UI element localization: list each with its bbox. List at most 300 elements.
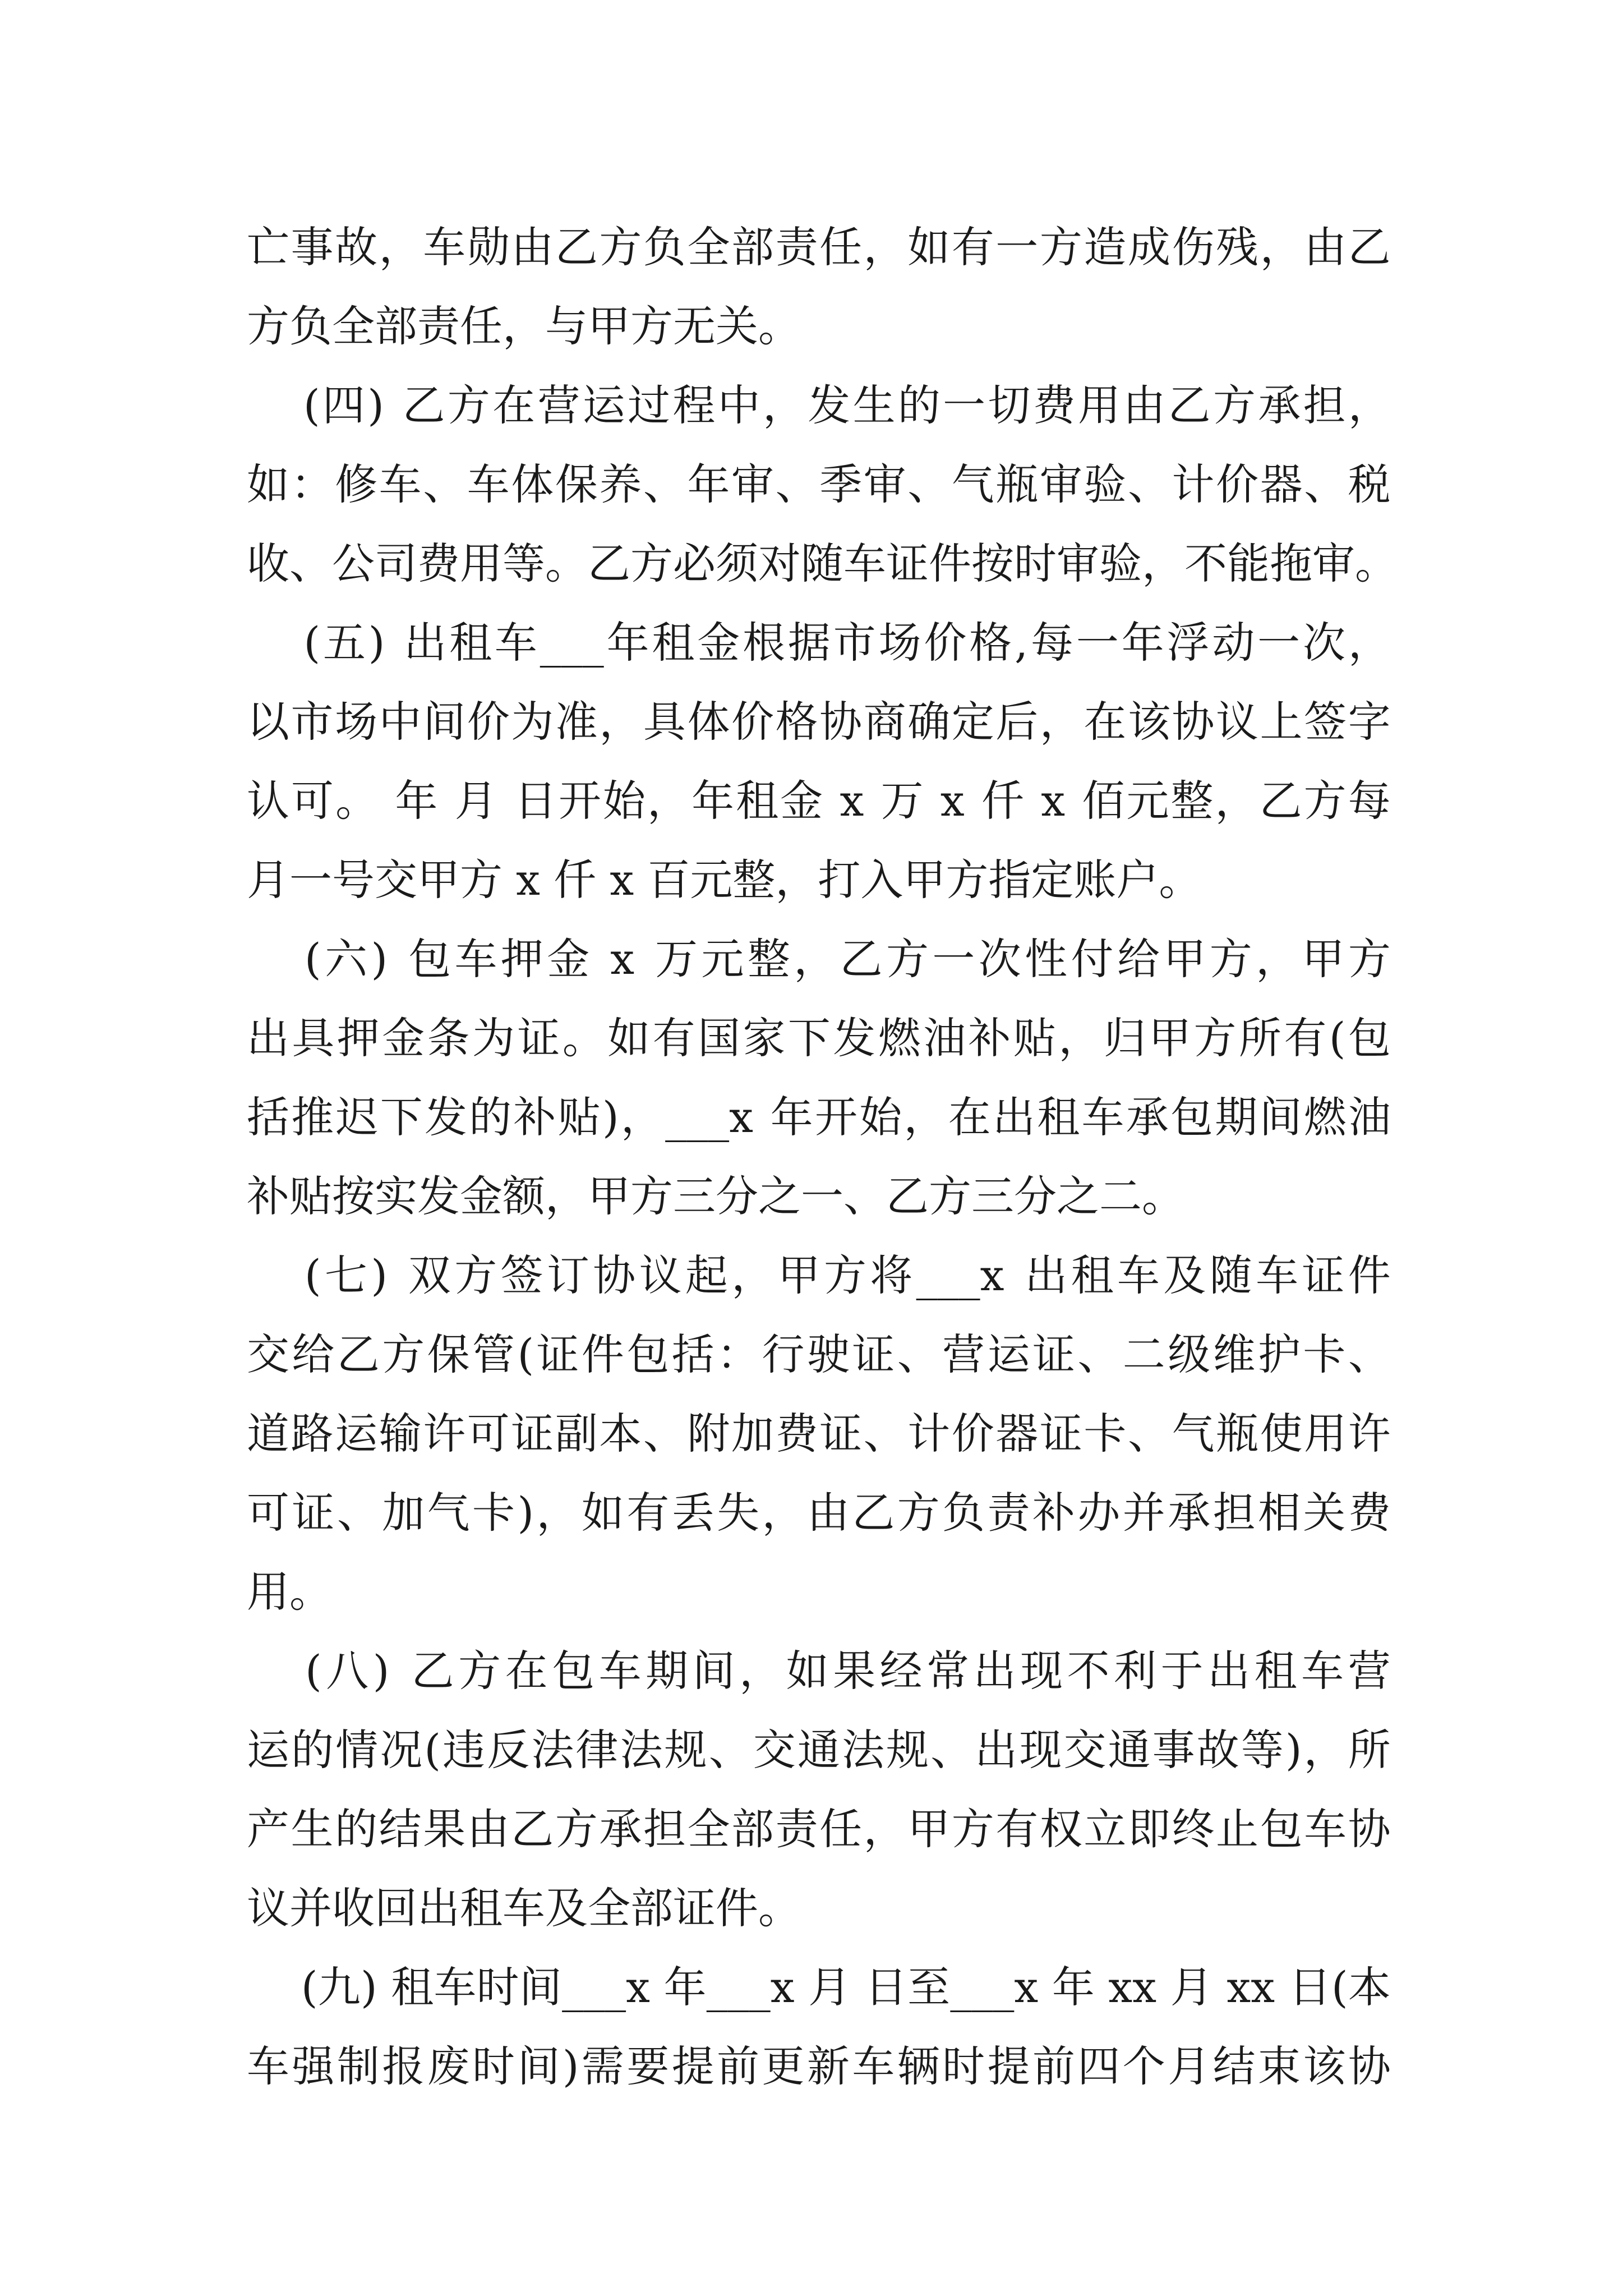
text-glyph: ，	[762, 380, 805, 430]
text-glyph: 在	[1083, 697, 1127, 747]
text-glyph: 行	[762, 1329, 805, 1379]
text-glyph: ,	[1015, 618, 1029, 668]
text-glyph: 方	[951, 1804, 994, 1854]
document-body	[247, 208, 1398, 2106]
text-glyph: 证	[852, 1329, 895, 1379]
text-glyph: 仟	[981, 776, 1024, 826]
text-glyph: 协	[819, 697, 863, 747]
text-glyph: 负	[942, 1488, 985, 1538]
text-glyph: 间	[1259, 1092, 1302, 1142]
text-glyph: 乙	[852, 1488, 895, 1538]
text-glyph: 证	[819, 1409, 863, 1458]
text-glyph: 结	[1212, 2041, 1256, 2091]
text-glyph: 路	[291, 1409, 334, 1458]
text-glyph: 由	[1304, 222, 1347, 272]
text-glyph: 包	[1170, 1092, 1213, 1142]
text-glyph: 本	[1348, 1962, 1391, 2012]
text-glyph: 车	[454, 934, 497, 984]
text-line	[247, 208, 1391, 287]
text-glyph: 中	[379, 697, 422, 747]
text-glyph: 场	[878, 618, 921, 668]
text-glyph: 中	[717, 380, 760, 430]
text-glyph: 失	[717, 1488, 760, 1538]
text-line	[247, 682, 1391, 761]
text-glyph: 金	[780, 776, 823, 826]
text-glyph: 在	[948, 1092, 991, 1142]
text-glyph	[795, 1948, 808, 2027]
text-glyph: 有	[951, 222, 994, 272]
text-glyph: 始	[602, 776, 645, 826]
text-glyph	[1156, 1948, 1170, 2027]
text-glyph: 如	[247, 459, 289, 509]
text-glyph: 营	[1348, 1646, 1391, 1696]
text-glyph: 审	[731, 459, 774, 509]
text-glyph: 字	[1348, 697, 1391, 747]
text-glyph: 方	[1303, 776, 1347, 826]
text-glyph: 律	[575, 1725, 619, 1775]
text-glyph: 止	[1216, 1804, 1259, 1854]
text-glyph: 按	[971, 539, 1014, 588]
text-glyph: 交	[753, 1725, 796, 1775]
text-glyph: 随	[1209, 1250, 1252, 1300]
text-glyph: 年	[1121, 618, 1164, 668]
text-glyph	[1008, 1236, 1021, 1315]
text-glyph: 车	[852, 2041, 895, 2091]
text-glyph: 卡	[1303, 1329, 1346, 1379]
text-glyph: 保	[427, 1329, 470, 1379]
text-glyph: 关	[1303, 1488, 1346, 1538]
text-glyph: 、	[289, 539, 332, 588]
text-glyph: 残	[1216, 222, 1259, 272]
text-glyph: 等	[502, 539, 545, 588]
text-glyph: )	[1285, 1725, 1302, 1775]
text-glyph: 运	[247, 1725, 289, 1775]
text-glyph: 整	[747, 934, 790, 984]
text-glyph: 用	[1078, 380, 1121, 430]
text-glyph: 护	[1258, 1329, 1301, 1379]
text-glyph: 贴	[1013, 1013, 1056, 1063]
text-glyph: 一	[943, 380, 986, 430]
text-glyph: 租	[391, 1962, 434, 2012]
text-glyph: 任	[819, 1804, 863, 1854]
text-glyph: ，	[903, 1092, 947, 1142]
text-glyph: 道	[247, 1409, 289, 1458]
text-glyph: 须	[716, 539, 758, 588]
text-glyph: 全	[687, 1804, 730, 1854]
text-glyph: 审	[1057, 539, 1099, 588]
text-glyph: 级	[1168, 1329, 1211, 1379]
text-glyph: 输	[379, 1409, 422, 1458]
text-line	[247, 366, 1391, 445]
text-glyph: 乙	[1348, 222, 1391, 272]
text-glyph: 承	[1168, 1488, 1211, 1538]
text-glyph: 附	[687, 1409, 730, 1458]
text-glyph: 包	[1260, 1804, 1303, 1854]
text-glyph	[388, 603, 401, 682]
text-glyph: 签	[1304, 697, 1347, 747]
text-glyph: 方	[1348, 934, 1391, 984]
text-glyph: 时	[1014, 539, 1057, 588]
text-glyph: 价	[467, 697, 510, 747]
text-glyph: 副	[555, 1409, 598, 1458]
text-glyph: 以	[247, 697, 289, 747]
text-line	[247, 445, 1391, 524]
text-line	[247, 919, 1391, 999]
text-glyph: 如	[581, 1488, 624, 1538]
text-glyph: 据	[787, 618, 831, 668]
text-glyph: ，	[863, 1804, 906, 1854]
text-glyph: 甲	[1149, 1013, 1192, 1063]
text-glyph: 车	[1117, 1250, 1160, 1300]
text-glyph: 议	[639, 1250, 682, 1300]
text-glyph: x	[1041, 776, 1066, 826]
text-glyph: (	[303, 618, 321, 668]
text-line	[247, 761, 1391, 840]
text-glyph: 使	[1260, 1409, 1303, 1458]
text-glyph: 、	[1077, 1329, 1121, 1379]
text-glyph: (	[305, 1646, 322, 1696]
text-glyph: 迟	[335, 1092, 379, 1142]
text-glyph: 方	[1209, 934, 1252, 984]
text-glyph: 计	[1172, 459, 1215, 509]
text-glyph: 万	[880, 776, 924, 826]
text-glyph: 新	[806, 2041, 850, 2091]
text-glyph: (	[305, 934, 321, 984]
text-glyph: 家	[743, 1013, 786, 1063]
text-glyph: 现	[1019, 1725, 1062, 1775]
text-glyph: 八	[326, 1646, 369, 1696]
text-glyph: 如	[786, 1646, 829, 1696]
text-line	[247, 1631, 1391, 1710]
text-glyph: 场	[335, 697, 378, 747]
text-glyph: 方	[1039, 222, 1082, 272]
text-glyph: 出	[404, 618, 447, 668]
text-glyph: 包	[552, 1646, 595, 1696]
text-glyph	[650, 1948, 663, 2027]
text-line	[247, 603, 1391, 682]
text-glyph: 证	[517, 1013, 560, 1063]
text-glyph: 将	[870, 1250, 913, 1300]
text-glyph: 市	[833, 618, 876, 668]
text-glyph: 的	[335, 1804, 378, 1854]
text-glyph: 的	[291, 1725, 334, 1775]
text-glyph: 签	[500, 1250, 543, 1300]
text-glyph: 。	[1355, 539, 1398, 588]
text-glyph	[593, 919, 607, 999]
text-glyph	[1038, 1948, 1052, 2027]
text-glyph: 协	[1172, 697, 1215, 747]
text-glyph: 租	[736, 776, 779, 826]
text-glyph: ___x	[562, 1962, 650, 2012]
text-glyph: 造	[1083, 222, 1127, 272]
text-glyph: 相	[1258, 1488, 1301, 1538]
text-glyph: )	[371, 1250, 388, 1300]
text-glyph: 市	[291, 697, 334, 747]
text-glyph: 出	[247, 1013, 289, 1063]
text-glyph: 油	[1348, 1092, 1391, 1142]
text-glyph: ，	[1215, 776, 1258, 826]
text-glyph: 生	[852, 380, 896, 430]
text-glyph: 该	[1127, 697, 1170, 747]
text-glyph: )	[562, 2041, 579, 2091]
text-glyph: ，	[1303, 1725, 1347, 1775]
text-glyph: 法	[841, 1725, 884, 1775]
text-glyph: ，	[536, 1488, 579, 1538]
text-glyph: 用	[460, 539, 502, 588]
text-glyph: 给	[1117, 934, 1160, 984]
text-glyph: 乙	[840, 934, 883, 984]
text-glyph: 证	[886, 539, 929, 588]
text-glyph: 发	[833, 1013, 876, 1063]
text-glyph: x	[840, 776, 864, 826]
text-glyph: 结	[379, 1804, 422, 1854]
text-glyph: 日	[514, 776, 557, 826]
text-glyph: 期	[1215, 1092, 1258, 1142]
text-glyph: 押	[336, 1013, 380, 1063]
text-glyph: 责	[775, 222, 818, 272]
text-glyph: 九	[317, 1962, 361, 2012]
text-glyph	[755, 1078, 768, 1157]
text-glyph: 必	[673, 539, 716, 588]
text-glyph: 负	[643, 222, 686, 272]
text-glyph: ，	[731, 1250, 774, 1300]
text-glyph: 年	[691, 776, 735, 826]
text-glyph: 过	[628, 380, 671, 430]
text-glyph: 车	[1304, 1804, 1347, 1854]
text-glyph: ，	[794, 934, 837, 984]
text-glyph: 补	[968, 1013, 1011, 1063]
text-glyph: 并	[1122, 1488, 1165, 1538]
text-glyph: ，	[1348, 380, 1391, 430]
text-glyph: x	[940, 776, 965, 826]
text-glyph: 年	[606, 618, 649, 668]
text-glyph: 丢	[671, 1488, 714, 1538]
text-line	[247, 2027, 1391, 2106]
text-glyph: 经	[879, 1646, 923, 1696]
text-glyph: 。	[335, 776, 379, 826]
text-glyph: )	[602, 1092, 619, 1142]
text-glyph: 动	[1212, 618, 1255, 668]
text-glyph: 性	[1025, 934, 1068, 984]
text-glyph: 提	[987, 2041, 1030, 2091]
text-glyph: ，	[1348, 618, 1391, 668]
text-glyph: 甲	[1163, 934, 1206, 984]
text-glyph: 后	[995, 697, 1039, 747]
text-glyph: 利	[1114, 1646, 1157, 1696]
text-glyph: 交	[1063, 1725, 1106, 1775]
text-glyph: 乙	[336, 1329, 380, 1379]
text-glyph: 修	[335, 459, 378, 509]
text-glyph: 甲	[907, 1804, 951, 1854]
text-glyph: 条	[427, 1013, 470, 1063]
text-glyph: 司	[375, 539, 417, 588]
text-glyph: 燃	[878, 1013, 921, 1063]
text-glyph: 租	[1037, 1092, 1080, 1142]
text-glyph: xx	[1227, 1962, 1275, 2012]
text-glyph: )	[517, 1488, 534, 1538]
text-glyph: 付	[1071, 934, 1114, 984]
text-glyph: 在	[505, 1646, 548, 1696]
text-glyph: 部	[731, 1804, 774, 1854]
text-glyph: )	[368, 618, 385, 668]
text-glyph: 计	[907, 1409, 951, 1458]
text-glyph: 间	[423, 697, 466, 747]
text-glyph: 月	[454, 776, 497, 826]
text-line	[247, 1473, 1391, 1552]
text-glyph: 可	[467, 1409, 510, 1458]
text-glyph: 年	[687, 459, 730, 509]
text-glyph: 有	[995, 1804, 1039, 1854]
text-glyph: 立	[1083, 1804, 1127, 1854]
text-line	[247, 1948, 1391, 2027]
text-glyph: 乙	[511, 1804, 554, 1854]
text-glyph: 日	[864, 1962, 907, 2012]
text-glyph: 时	[476, 1962, 519, 2012]
text-glyph: 燃	[1303, 1092, 1347, 1142]
text-glyph: 辆	[897, 2041, 940, 2091]
text-glyph: 佰	[1082, 776, 1125, 826]
text-glyph: 格	[969, 618, 1012, 668]
text-glyph: 乙	[402, 380, 445, 430]
text-glyph: 器	[995, 1409, 1039, 1458]
text-glyph	[499, 761, 513, 840]
text-glyph: 每	[1031, 618, 1074, 668]
text-glyph	[247, 366, 301, 445]
text-glyph: (	[303, 380, 320, 430]
text-glyph: 养	[599, 459, 642, 509]
text-glyph: 反	[487, 1725, 530, 1775]
text-glyph: 一	[932, 934, 975, 984]
text-glyph: 责	[987, 1488, 1030, 1538]
text-glyph: 制	[336, 2041, 380, 2091]
text-glyph	[380, 761, 393, 840]
text-glyph: ，	[762, 1488, 805, 1538]
text-glyph: (	[1329, 1013, 1346, 1063]
text-glyph: 由	[1123, 380, 1166, 430]
text-glyph: 金	[547, 934, 590, 984]
text-glyph: 四	[1077, 2041, 1121, 2091]
text-glyph: 规	[886, 1725, 929, 1775]
text-glyph: 方	[382, 1329, 425, 1379]
text-glyph: 、	[1348, 1329, 1391, 1379]
text-glyph: 于	[1160, 1646, 1204, 1696]
text-glyph: ___x	[706, 1962, 795, 2012]
text-glyph: 格	[775, 697, 818, 747]
text-glyph: 个	[1122, 2041, 1165, 2091]
text-glyph: 发	[808, 380, 851, 430]
text-glyph	[247, 1631, 301, 1710]
text-glyph	[1026, 761, 1039, 840]
text-glyph: 订	[546, 1250, 589, 1300]
text-glyph: 维	[1212, 1329, 1256, 1379]
text-glyph: 车	[494, 618, 537, 668]
text-glyph: 双	[408, 1250, 451, 1300]
text-glyph: 现	[1020, 1646, 1063, 1696]
text-glyph	[394, 1631, 407, 1710]
text-glyph: 包	[408, 934, 451, 984]
text-glyph	[824, 761, 838, 840]
text-glyph: 贴	[557, 1092, 601, 1142]
text-glyph: 成	[1127, 222, 1170, 272]
text-glyph: 卡	[472, 1488, 515, 1538]
text-glyph: 通	[1108, 1725, 1151, 1775]
text-glyph: 开	[814, 1092, 857, 1142]
text-glyph: 金	[382, 1013, 425, 1063]
text-glyph: 有	[626, 1488, 670, 1538]
text-glyph	[247, 1948, 301, 2027]
text-glyph: 方	[630, 539, 673, 588]
text-glyph: 证	[511, 1409, 554, 1458]
text-glyph: 车	[467, 459, 510, 509]
text-glyph: ___x	[950, 1962, 1039, 2012]
text-glyph: 次	[978, 934, 1021, 984]
text-glyph: 确	[907, 697, 951, 747]
text-glyph: 价	[1216, 459, 1259, 509]
text-glyph: 出	[1025, 1250, 1068, 1300]
text-glyph: 、	[336, 1488, 380, 1538]
text-glyph: 费	[775, 1409, 818, 1458]
text-glyph: 年	[1052, 1962, 1095, 2012]
text-glyph: 保	[555, 459, 598, 509]
text-glyph: 准	[555, 697, 598, 747]
text-glyph: 甲	[777, 1250, 820, 1300]
text-glyph: 价	[924, 618, 967, 668]
text-glyph: 元	[1126, 776, 1169, 826]
text-glyph: 出	[973, 1646, 1016, 1696]
text-glyph: 证	[1302, 1250, 1345, 1300]
text-glyph: 瓶	[1216, 1409, 1259, 1458]
text-glyph: 为	[472, 1013, 515, 1063]
text-glyph: xx	[1108, 1962, 1157, 2012]
text-glyph: 费	[1032, 380, 1076, 430]
text-glyph: 能	[1227, 539, 1270, 588]
text-glyph: ：	[717, 1329, 760, 1379]
text-glyph: 审	[1039, 459, 1082, 509]
text-glyph: 万	[655, 934, 698, 984]
text-glyph: 方	[1193, 1013, 1237, 1063]
text-glyph: ，	[863, 222, 906, 272]
text-glyph: 包	[1348, 1013, 1391, 1063]
text-glyph: 全	[687, 222, 730, 272]
text-glyph: 由	[511, 222, 554, 272]
text-glyph: 为	[511, 697, 554, 747]
text-glyph: 间	[517, 2041, 560, 2091]
text-glyph: 不	[1067, 1646, 1110, 1696]
text-glyph: 承	[599, 1804, 642, 1854]
text-glyph: 、	[643, 1409, 686, 1458]
text-glyph: 用	[1304, 1409, 1347, 1458]
text-glyph: 可	[291, 776, 334, 826]
text-glyph: 由	[806, 1488, 850, 1538]
text-glyph: 车	[843, 539, 886, 588]
text-glyph: 车	[434, 1962, 477, 2012]
text-glyph: 间	[692, 1646, 735, 1696]
text-glyph: 常	[926, 1646, 970, 1696]
text-glyph: 办	[1077, 1488, 1121, 1538]
text-glyph	[439, 761, 453, 840]
text-glyph: 定	[951, 697, 994, 747]
text-glyph: 时	[472, 2041, 515, 2091]
text-glyph: 浮	[1166, 618, 1210, 668]
text-glyph: 更	[762, 2041, 805, 2091]
text-glyph: 有	[652, 1013, 695, 1063]
text-glyph: ，	[379, 222, 422, 272]
text-glyph: 金	[697, 618, 740, 668]
text-glyph: 方	[599, 222, 642, 272]
text-line	[247, 1315, 1391, 1394]
text-glyph: 车	[1256, 1250, 1299, 1300]
text-glyph: 在	[492, 380, 536, 430]
